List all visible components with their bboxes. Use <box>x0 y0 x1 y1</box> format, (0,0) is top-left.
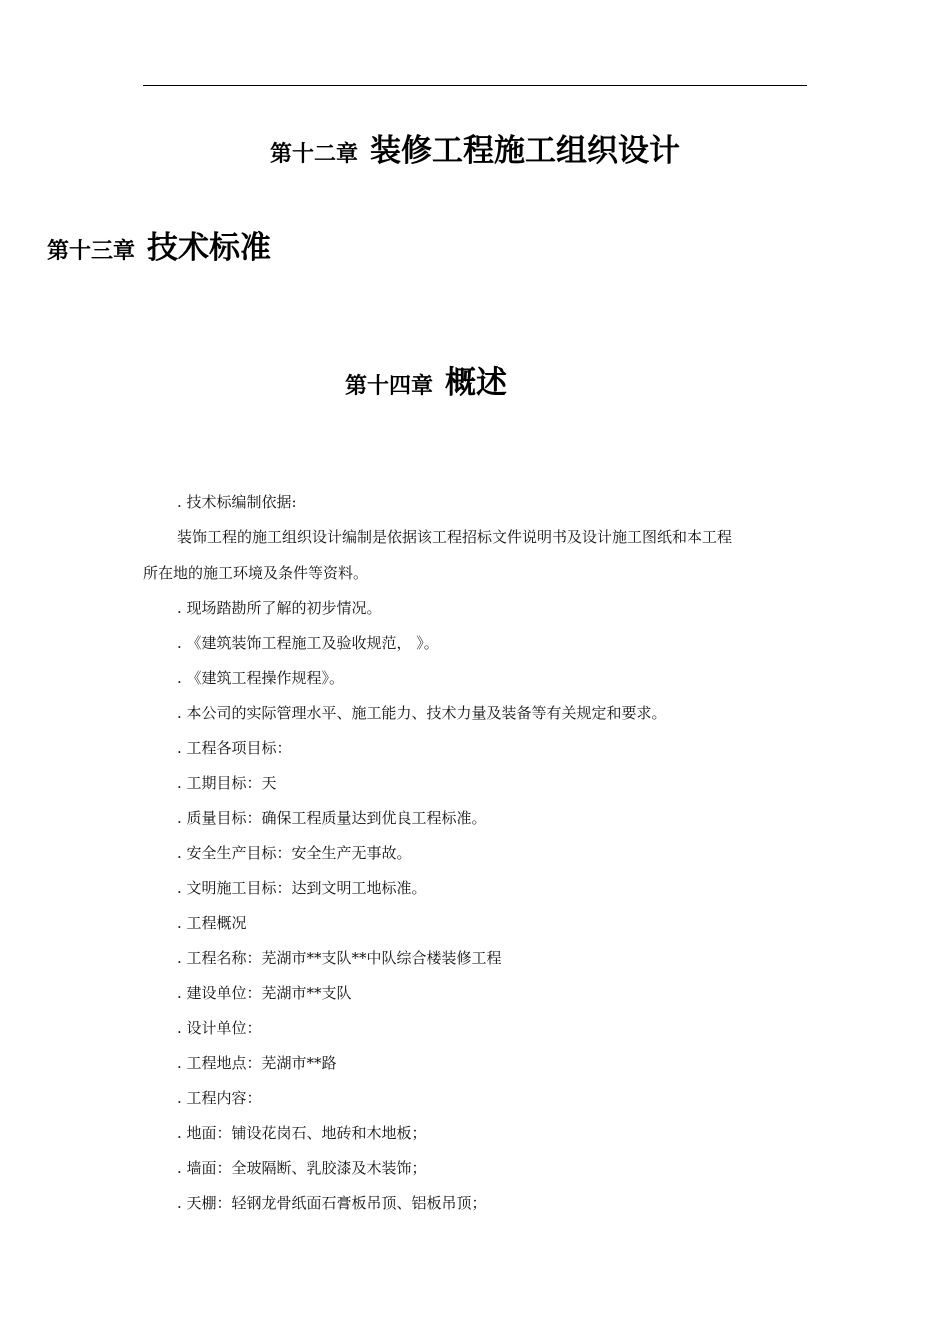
list-item: . 文明施工目标：达到文明工地标准。 <box>177 879 427 897</box>
chapter-13-title: 技术标准 <box>147 230 272 266</box>
list-item: . 建设单位：芜湖市**支队 <box>177 984 352 1002</box>
basis-paragraph-line-1: 装饰工程的施工组织设计编制是依据该工程招标文件说明书及设计施工图纸和本工程 <box>177 528 733 546</box>
list-item: . 墙面：全玻隔断、乳胶漆及木装饰； <box>177 1159 427 1177</box>
header-rule <box>143 85 807 86</box>
chapter-12-title: 装修工程施工组织设计 <box>370 133 680 169</box>
list-item: . 《建筑工程操作规程》。 <box>177 669 345 687</box>
list-item: . 工期目标：天 <box>177 774 277 792</box>
chapter-13-number: 第十三章 <box>47 239 136 264</box>
list-item: . 质量目标：确保工程质量达到优良工程标准。 <box>177 809 487 827</box>
list-item: . 《建筑装饰工程施工及验收规范， 》。 <box>177 634 439 652</box>
chapter-14-number: 第十四章 <box>344 374 433 399</box>
list-item: . 设计单位： <box>177 1019 262 1037</box>
list-item: . 地面：铺设花岗石、地砖和木地板； <box>177 1124 427 1142</box>
list-item: . 现场踏勘所了解的初步情况。 <box>177 599 382 617</box>
chapter-14-title: 概述 <box>445 365 507 401</box>
section-heading-overview: . 工程概况 <box>177 914 247 932</box>
list-item: . 工程地点：芜湖市**路 <box>177 1054 337 1072</box>
basis-paragraph-line-2: 所在地的施工环境及条件等资料。 <box>143 564 369 582</box>
section-heading-targets: . 工程各项目标： <box>177 739 292 757</box>
list-item: . 安全生产目标：安全生产无事故。 <box>177 844 412 862</box>
list-item: . 本公司的实际管理水平、施工能力、技术力量及装备等有关规定和要求。 <box>177 704 667 722</box>
list-item: . 天棚：轻钢龙骨纸面石膏板吊顶、铝板吊顶； <box>177 1194 487 1212</box>
chapter-12-heading <box>0 133 950 169</box>
chapter-12-number: 第十二章 <box>269 142 358 167</box>
section-heading-content: . 工程内容： <box>177 1089 262 1107</box>
basis-heading: . 技术标编制依据: <box>177 493 297 511</box>
list-item: . 工程名称：芜湖市**支队**中队综合楼装修工程 <box>177 949 502 967</box>
chapter-13-heading <box>47 230 272 266</box>
chapter-14-heading <box>0 365 852 401</box>
